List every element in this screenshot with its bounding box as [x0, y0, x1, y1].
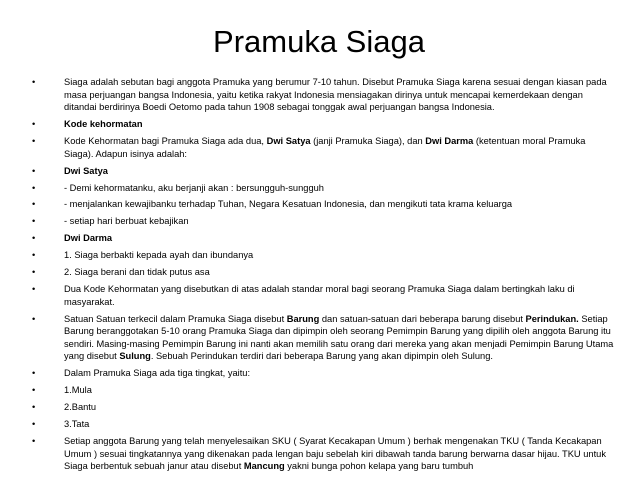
bullet-text: Setiap anggota Barung yang telah menyelesaikan SKU ( Syarat Kecakapan Umum ) berhak mengenakan TKU ( Tanda Kecakapan Umum ) sesuai tingkatannya yang dikenakan pada lengan baju sebelah kiri dibawah tanda barung berwarna dasar hijau. TKU untuk Siaga berbentuk sebuah janur atau disebut [64, 436, 606, 472]
bullet-item [32, 401, 614, 414]
bullet-text: Setiap Barung beranggotakan 5-10 orang Pramuka Siaga dan dipimpin oleh seorang Pemimpin Barung yang dipilih oleh anggota Barung itu sendiri. Masing-masing Pemimpin Barung ini nanti akan memilih satu orang dari mereka yang akan menjadi Pemimpin Barung Utama yang disebut [64, 313, 614, 362]
bullet-text: - setiap hari berbuat kebajikan [64, 216, 189, 227]
bullet-dot-icon: • [32, 368, 36, 379]
bullet-dot-icon: • [32, 233, 36, 244]
bullet-text: 2. Siaga berani dan tidak putus asa [64, 267, 210, 278]
bullet-dot-icon: • [32, 267, 36, 278]
bold-term: Mancung [243, 461, 285, 472]
bullet-text: dan satuan-satuan dari beberapa barung disebut [319, 313, 526, 324]
bullet-dot-icon: • [32, 385, 36, 396]
bullet-item [32, 435, 614, 473]
bullet-dot-icon: • [32, 182, 36, 193]
bold-term: Kode kehormatan [64, 119, 143, 130]
bullet-dot-icon: • [32, 250, 36, 261]
bullet-text: Siaga adalah sebutan bagi anggota Pramuka yang berumur 7-10 tahun. Disebut Pramuka Siaga karena sesuai dengan kiasan pada masa perjuangan bangsa Indonesia, yaitu ketika rakyat Indonesia mensiagakan dirinya untuk mencapai kemerdekaan dengan ditandai berdirinya Boedi Oetomo pada tahun 1908 sebagai tonggak awal perjuangan bangsa Indonesia. [64, 77, 607, 113]
bullet-text: 1.Mula [64, 385, 92, 396]
bullet-item [32, 76, 614, 114]
bullet-text: . Sebuah Perindukan terdiri dari beberapa Barung yang akan dipimpin oleh Sulung. [150, 351, 493, 362]
bullet-text: 3.Tata [64, 419, 90, 430]
bullet-item [32, 384, 614, 397]
bold-term: Dwi Satya [266, 136, 311, 147]
bullet-dot-icon: • [32, 436, 36, 447]
bold-term: Sulung [119, 351, 151, 362]
bullet-dot-icon: • [32, 119, 36, 130]
bullet-item [32, 182, 614, 195]
bold-term: Dwi Satya [64, 165, 108, 176]
bullet-text: Dua Kode Kehormatan yang disebutkan di atas adalah standar moral bagi seorang Pramuka Siaga dalam bertingkah laku di masyarakat. [64, 284, 575, 307]
bullet-dot-icon: • [32, 216, 36, 227]
bullet-dot-icon: • [32, 402, 36, 413]
bold-term: Perindukan. [525, 313, 579, 324]
bold-term: Barung [286, 313, 320, 324]
bullet-text: (ketentuan moral Pramuka Siaga). Adapun isinya adalah: [64, 136, 586, 159]
bullet-item [32, 215, 614, 228]
bullet-item [32, 283, 614, 308]
bullet-text: 1. Siaga berbakti kepada ayah dan ibundanya [64, 250, 254, 261]
bullet-item [32, 198, 614, 211]
bullet-dot-icon: • [32, 199, 36, 210]
bullet-dot-icon: • [32, 419, 36, 430]
bullet-item [32, 165, 614, 178]
bullet-text: (janji Pramuka Siaga), dan [310, 136, 426, 147]
bullet-item [32, 118, 614, 131]
bullet-item [32, 135, 614, 160]
bullet-item [32, 367, 614, 380]
bullet-item [32, 313, 614, 363]
bullet-list [32, 76, 614, 477]
bullet-item [32, 249, 614, 262]
bullet-text: - menjalankan kewajibanku terhadap Tuhan, Negara Kesatuan Indonesia, dan mengikuti tata krama keluarga [64, 199, 513, 210]
bullet-item [32, 266, 614, 279]
bold-term: Dwi Darma [64, 233, 113, 244]
bullet-dot-icon: • [32, 313, 36, 324]
bullet-dot-icon: • [32, 136, 36, 147]
slide-title: Pramuka Siaga [213, 24, 425, 59]
bullet-item [32, 232, 614, 245]
bullet-text: Dalam Pramuka Siaga ada tiga tingkat, yaitu: [64, 368, 251, 379]
bullet-dot-icon: • [32, 77, 36, 87]
bullet-text: 2.Bantu [64, 402, 97, 413]
bullet-text: Satuan Satuan terkecil dalam Pramuka Siaga disebut [64, 313, 287, 324]
bold-term: Dwi Darma [425, 136, 474, 147]
bullet-text: - Demi kehormatanku, aku berjanji akan : bersungguh-sungguh [64, 182, 324, 193]
bullet-text: Kode Kehormatan bagi Pramuka Siaga ada dua, [64, 136, 267, 147]
bullet-dot-icon: • [32, 284, 36, 295]
bullet-text: yakni bunga pohon kelapa yang baru tumbuh [284, 461, 474, 472]
bullet-item [32, 418, 614, 431]
bullet-dot-icon: • [32, 165, 36, 176]
